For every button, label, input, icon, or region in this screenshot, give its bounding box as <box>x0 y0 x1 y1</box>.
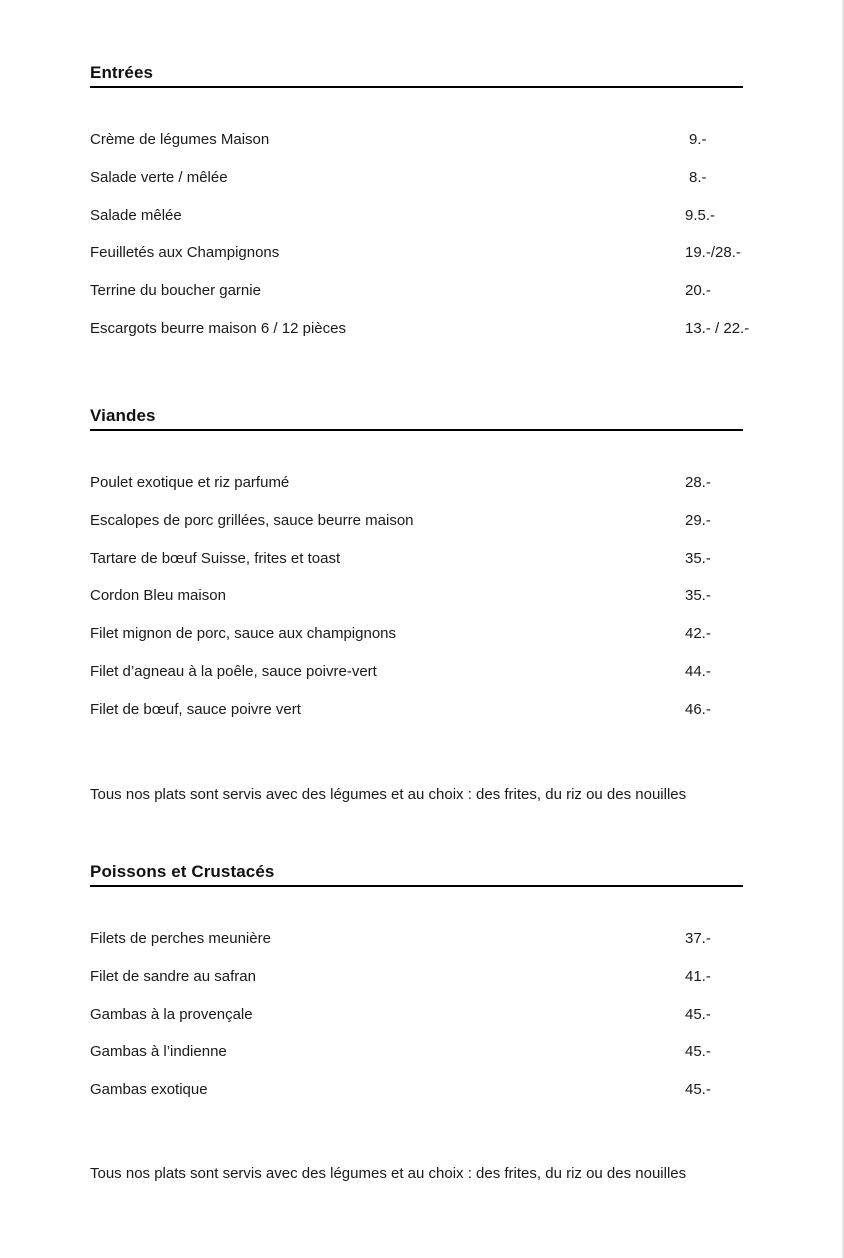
item-price: 19.-/28.- <box>685 244 741 262</box>
menu-item <box>90 1080 743 1118</box>
menu-item <box>90 1042 743 1080</box>
menu-item <box>90 130 743 168</box>
menu-item <box>90 319 750 357</box>
section-poissons <box>90 862 743 1118</box>
menu-item <box>90 700 743 738</box>
menu-item <box>90 511 743 549</box>
menu-item <box>90 168 743 206</box>
menu-item <box>90 1005 743 1043</box>
item-price: 9.- <box>689 131 707 148</box>
side-dish-note: Tous nos plats sont servis avec des légumes et au choix : des frites, du riz ou des nouilles <box>90 1165 687 1182</box>
item-name: Filet mignon de porc, sauce aux champignons <box>90 625 397 643</box>
item-name: Gambas à l’indienne <box>90 1043 227 1061</box>
menu-item <box>90 967 743 1005</box>
item-name: Filets de perches meunière <box>90 930 271 947</box>
menu-item <box>90 473 743 511</box>
item-name: Poulet exotique et riz parfumé <box>90 474 290 491</box>
item-price: 46.- <box>685 700 711 718</box>
item-price: 44.- <box>685 662 711 680</box>
item-name: Feuilletés aux Champignons <box>90 244 280 262</box>
item-price: 35.- <box>685 587 711 605</box>
menu-item <box>90 281 743 319</box>
section-title: Viandes <box>90 406 743 431</box>
item-price: 35.- <box>685 549 711 567</box>
item-name: Filet de sandre au safran <box>90 967 256 985</box>
menu-item <box>90 624 743 662</box>
item-price: 20.- <box>685 282 711 300</box>
item-name: Cordon Bleu maison <box>90 587 226 605</box>
item-price: 45.- <box>685 1005 711 1023</box>
item-price: 45.- <box>685 1043 711 1061</box>
menu-items <box>90 929 743 1118</box>
item-name: Salade mêlée <box>90 206 182 224</box>
item-price: 45.- <box>685 1081 711 1099</box>
item-name: Terrine du boucher garnie <box>90 282 261 300</box>
item-name: Gambas exotique <box>90 1081 208 1099</box>
item-price: 8.- <box>689 168 707 186</box>
item-name: Filet de bœuf, sauce poivre vert <box>90 700 301 718</box>
section-title: Entrées <box>90 63 743 88</box>
menu-item <box>90 549 743 587</box>
menu-item <box>90 929 743 967</box>
item-name: Gambas à la provençale <box>90 1005 253 1023</box>
side-dish-note: Tous nos plats sont servis avec des légumes et au choix : des frites, du riz ou des nouilles <box>90 786 687 803</box>
item-price: 42.- <box>685 625 711 643</box>
item-name: Salade verte / mêlée <box>90 168 228 186</box>
menu-item <box>90 662 743 700</box>
item-name: Crème de légumes Maison <box>90 131 270 148</box>
menu-items <box>90 130 750 357</box>
section-viandes <box>90 406 743 738</box>
menu-item <box>90 243 743 281</box>
item-price: 29.- <box>685 511 711 529</box>
item-price: 41.- <box>685 967 711 985</box>
item-price: 9.5.- <box>685 206 716 224</box>
item-price: 13.- / 22.- <box>685 319 750 337</box>
item-name: Tartare de bœuf Suisse, frites et toast <box>90 549 341 567</box>
item-name: Escalopes de porc grillées, sauce beurre maison <box>90 511 414 529</box>
menu-item <box>90 206 743 244</box>
menu-items <box>90 473 743 738</box>
section-title: Poissons et Crustacés <box>90 862 743 887</box>
item-name: Filet d’agneau à la poêle, sauce poivre-vert <box>90 662 377 680</box>
item-price: 28.- <box>685 474 711 491</box>
item-name: Escargots beurre maison 6 / 12 pièces <box>90 319 346 337</box>
section-entrees <box>90 63 750 357</box>
item-price: 37.- <box>685 930 711 947</box>
menu-item <box>90 586 743 624</box>
